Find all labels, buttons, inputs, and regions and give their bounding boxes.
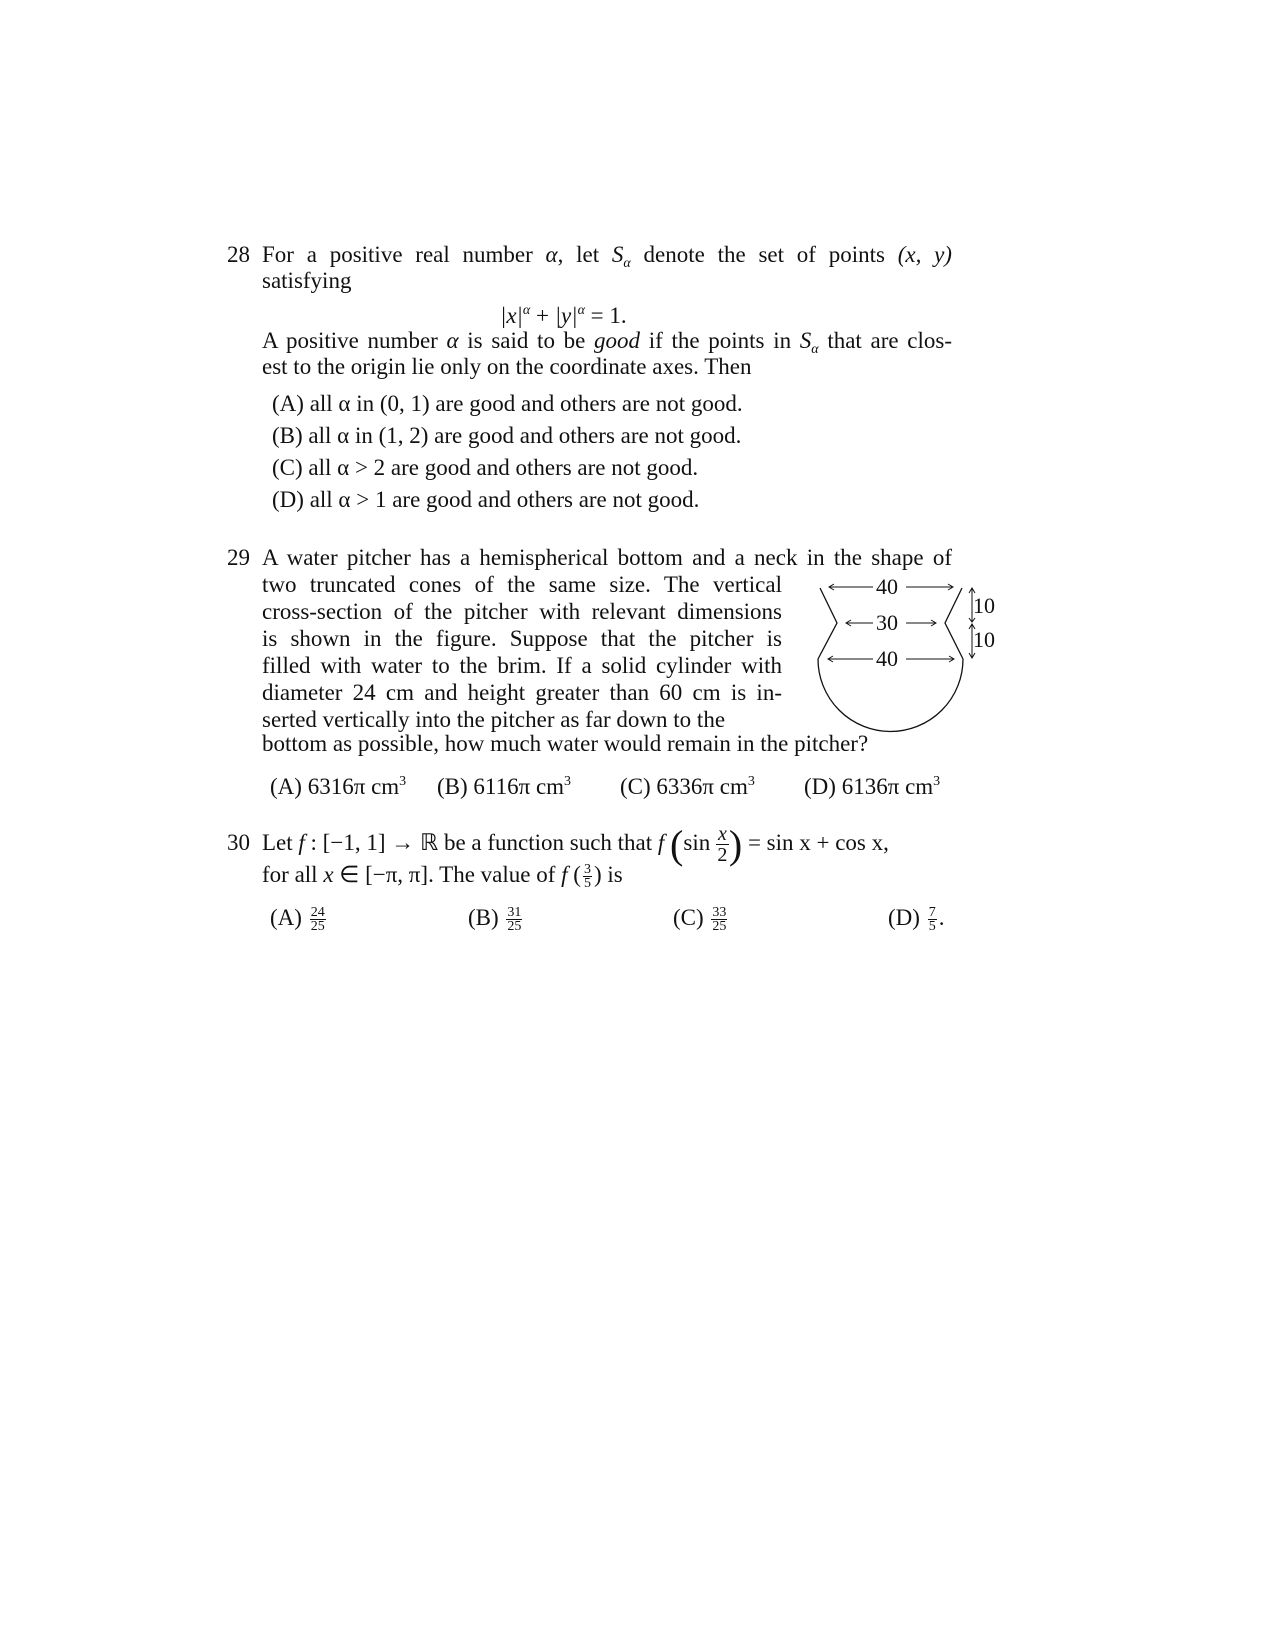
- option-d[interactable]: (D) 6136π $cm^3$: [804, 774, 941, 799]
- question-number: 30: [227, 830, 250, 855]
- dimension-upper-height: 10: [973, 593, 995, 618]
- fraction-3-over-5: $\frac{3}{5}$: [583, 862, 591, 892]
- question-text-line: bottom as possible, how much water would remain in the pitcher?: [262, 731, 869, 756]
- question-text-line: A water pitcher has a hemispherical bottom and a neck in the shape of: [262, 545, 952, 570]
- option-a[interactable]: (A) 6316π $cm^3$: [270, 774, 407, 799]
- question-text-line: A positive number α is said to be good if the points in $S_\alpha$ that are clos-: [262, 328, 952, 357]
- dimension-middle-width: 30: [876, 610, 898, 635]
- option-d[interactable]: (D) all α > 1 are good and others are not good.: [272, 487, 700, 512]
- option-c[interactable]: (C) $\frac{33}{25}$: [673, 905, 727, 935]
- left-paren: (: [670, 822, 684, 867]
- option-b[interactable]: (B) all α in (1, 2) are good and others are not good.: [272, 423, 742, 448]
- question-text-line: two truncated cones of the same size. The vertical: [262, 572, 782, 597]
- dimension-top-width: 40: [876, 574, 898, 599]
- equation: $|x|^\alpha + |y|^\alpha = 1$.: [500, 303, 627, 328]
- question-text-line: Let f : [−1, 1] → ℝ be a function such that f (sin $\frac{x}{2}) = \sin x + \cos x$,: [262, 822, 889, 867]
- right-paren: ): [728, 822, 743, 867]
- option-d[interactable]: (D) $\frac{7}{5}$ .: [888, 905, 945, 935]
- question-text-line: filled with water to the brim. If a solid cylinder with: [262, 653, 782, 678]
- option-a[interactable]: (A) $\frac{24}{25}$: [270, 905, 325, 935]
- option-c[interactable]: (C) all α > 2 are good and others are not good.: [272, 455, 699, 480]
- option-b[interactable]: (B) $\frac{31}{25}$: [468, 905, 522, 935]
- question-text-line: for all x ∈ [−π, π]. The value of f ( $\frac{3}{5}$ ) is: [262, 862, 623, 892]
- option-c[interactable]: (C) 6336π $cm^3$: [620, 774, 755, 799]
- question-number: 28: [227, 242, 250, 267]
- question-text-line: est to the origin lie only on the coordinate axes. Then: [262, 354, 752, 379]
- option-a[interactable]: (A) all α in (0, 1) are good and others are not good.: [272, 391, 743, 416]
- fraction-x-over-2: $\frac{x}{2}$: [717, 823, 728, 867]
- pitcher-diagram: [800, 570, 1000, 740]
- question-text-line: is shown in the figure. Suppose that the pitcher is: [262, 626, 782, 651]
- option-b[interactable]: (B) 6116π $cm^3$: [437, 774, 572, 799]
- question-text-line: satisfying: [262, 268, 352, 293]
- dimension-bottom-width: 40: [876, 646, 898, 671]
- question-number: 29: [227, 545, 250, 570]
- question-text-line: For a positive real number α, let $S_\alpha$ denote the set of points (x, y): [262, 242, 952, 271]
- question-text-line: cross-section of the pitcher with relevant dimensions: [262, 599, 782, 624]
- question-text-line: serted vertically into the pitcher as far down to the: [262, 707, 726, 732]
- dimension-lower-height: 10: [973, 627, 995, 652]
- question-text-line: diameter 24 cm and height greater than 60 cm is in-: [262, 680, 782, 705]
